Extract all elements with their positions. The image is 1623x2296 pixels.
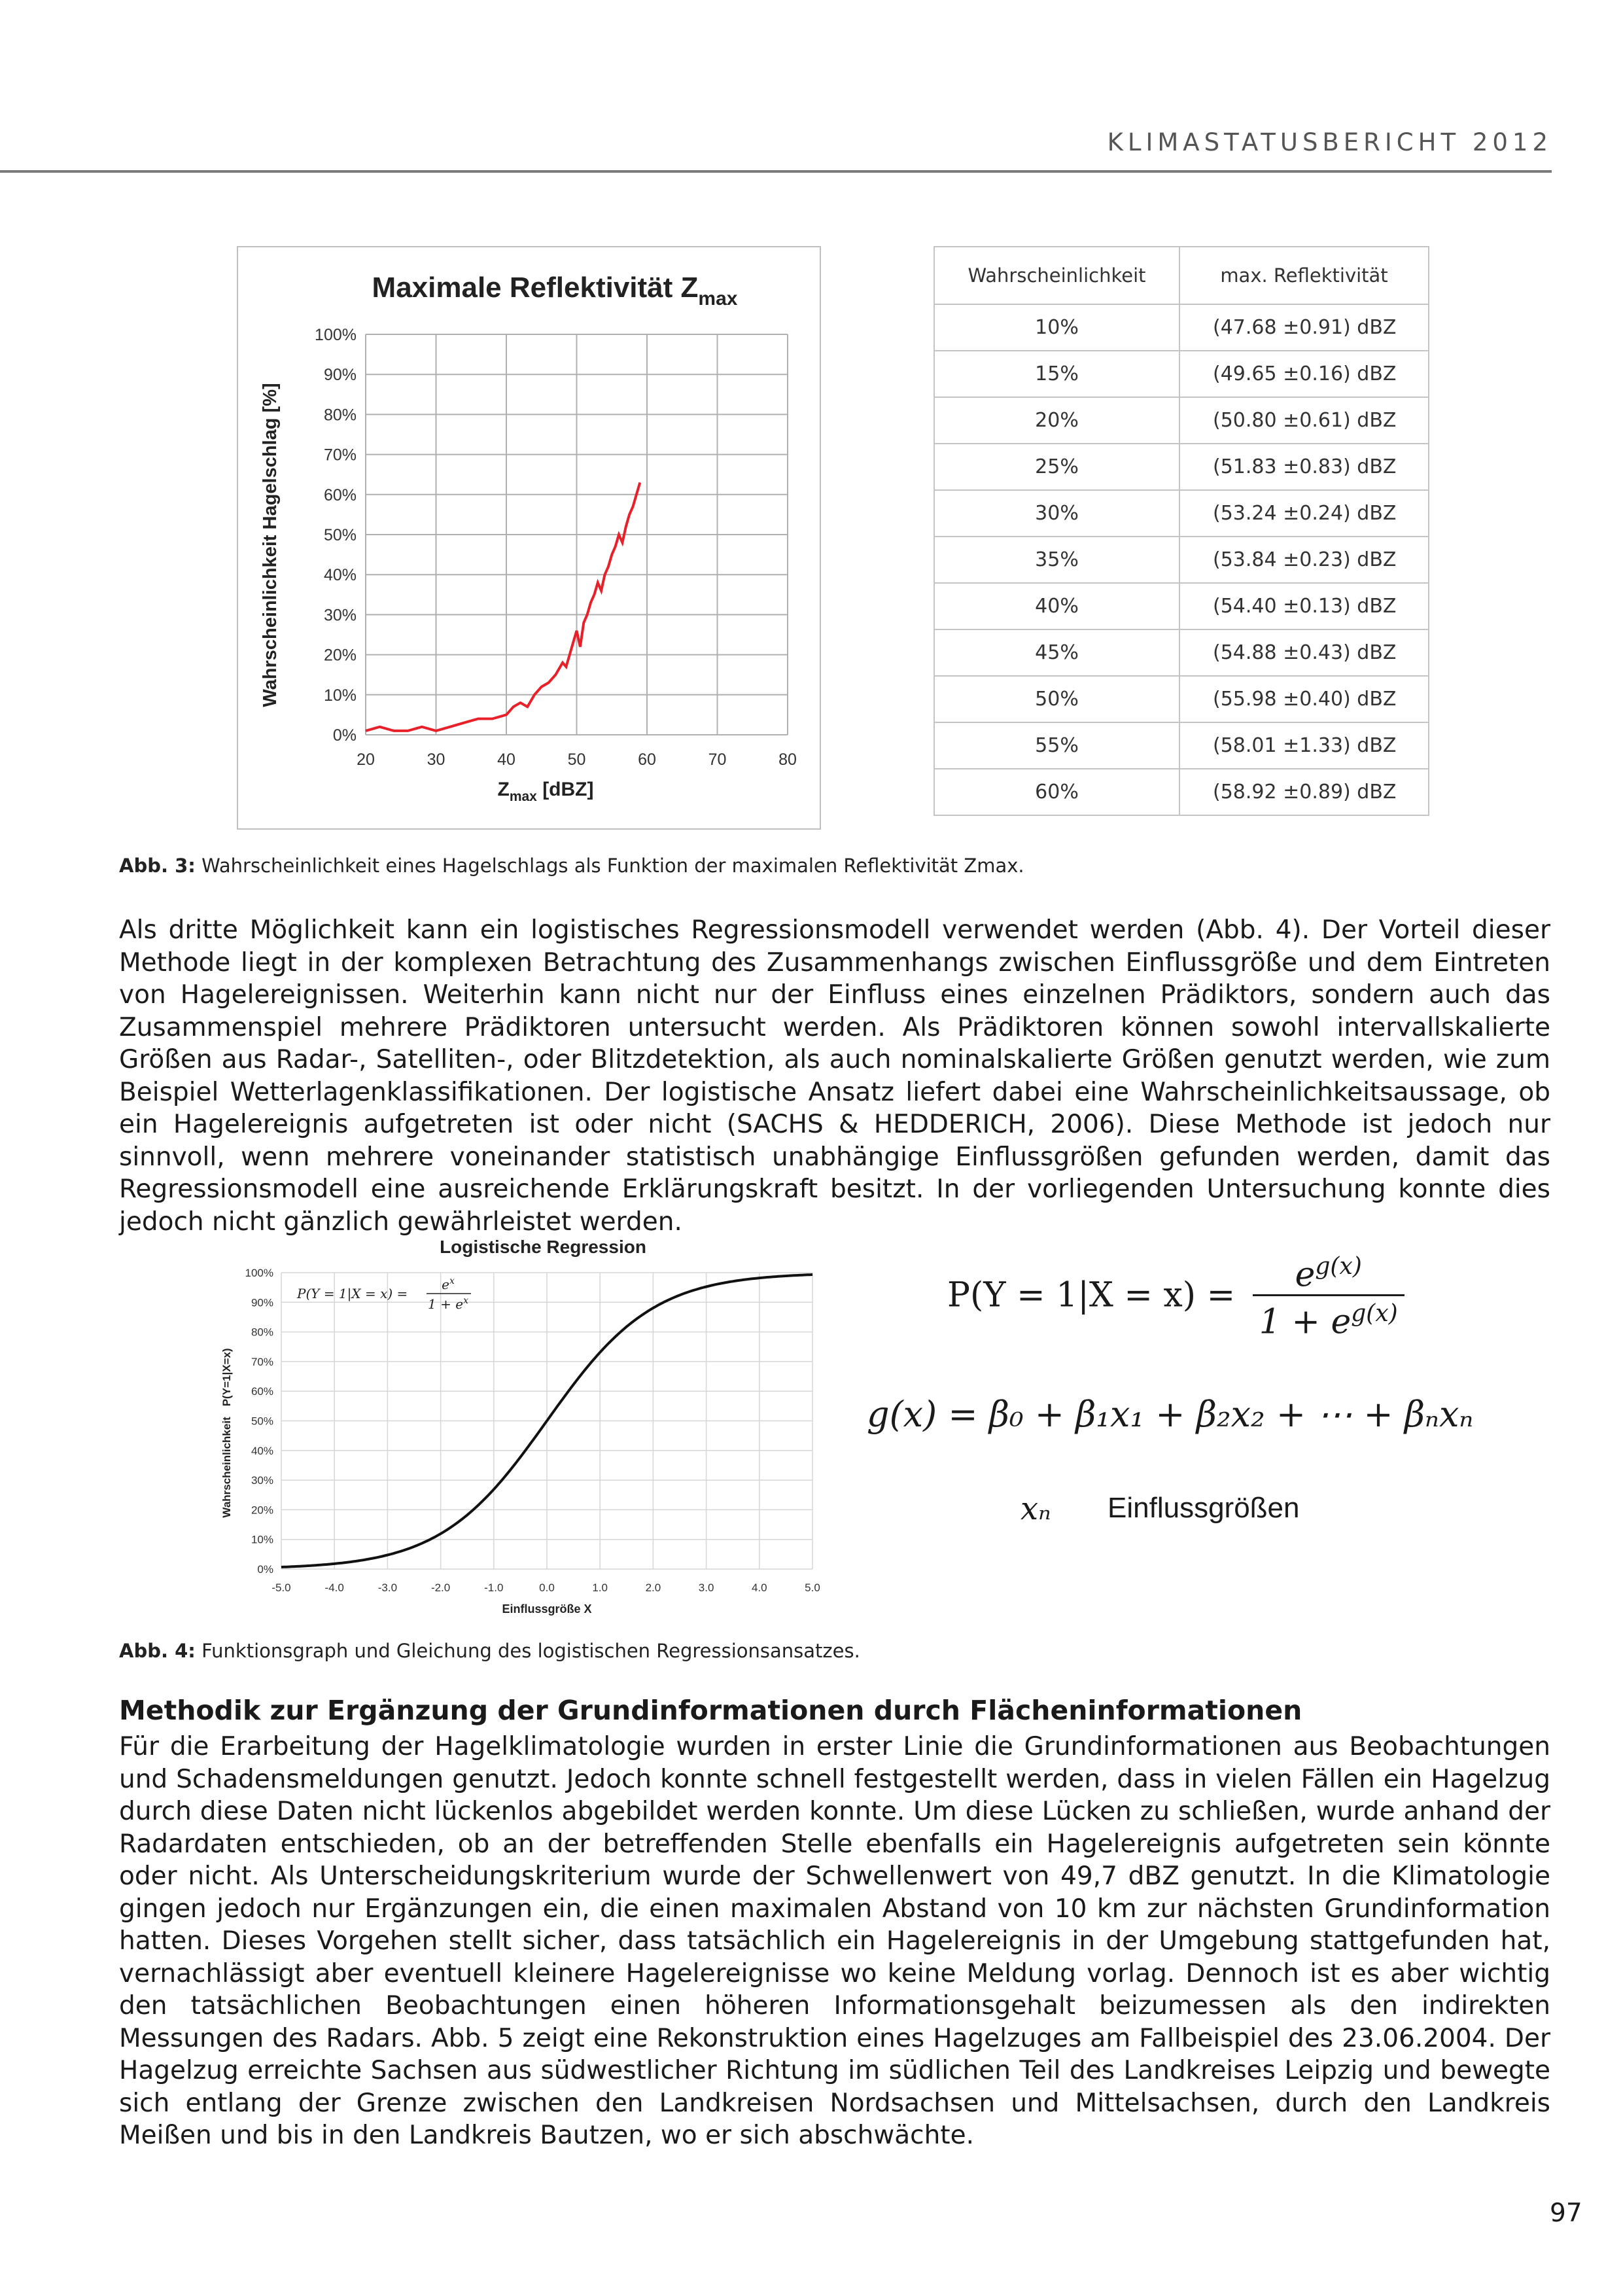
figure3-chart (238, 247, 820, 828)
y-tick-label: 30% (251, 1474, 273, 1487)
x-tick-label: -3.0 (377, 1581, 398, 1594)
table-header-cell: max. Reflektivität (1179, 247, 1429, 304)
svg-text:1 + ex: $1 + e^x$ (428, 1296, 468, 1312)
y-tick-label: 70% (251, 1355, 273, 1368)
table-cell: 10% (934, 304, 1179, 351)
y-axis-label: Wahrscheinlichkeit Hagelschlag [%] (260, 383, 281, 707)
x-tick-label: 5.0 (805, 1581, 820, 1594)
reflectivity-table (934, 246, 1429, 816)
svg-text:P(Y = 1|X = x) =: P(Y = 1|X = x) = (297, 1286, 408, 1301)
x-tick-label: 2.0 (645, 1581, 661, 1594)
x-tick-label: 4.0 (751, 1581, 767, 1594)
table-cell: (54.88 ±0.43) dBZ (1179, 629, 1429, 676)
y-tick-label: 100% (315, 326, 357, 344)
x-tick-label: 20 (357, 751, 375, 769)
table-row (934, 351, 1429, 397)
table-cell: (54.40 ±0.13) dBZ (1179, 583, 1429, 629)
y-tick-label: 60% (251, 1385, 273, 1398)
svg-text:ex: $e^x$ (442, 1276, 455, 1292)
table-header-row (934, 247, 1429, 304)
y-tick-label: 0% (257, 1563, 273, 1576)
x-tick-label: -5.0 (271, 1581, 291, 1594)
y-tick-label: 50% (251, 1415, 273, 1428)
table-cell: 60% (934, 769, 1179, 815)
y-tick-label: 40% (323, 566, 357, 585)
table-cell: (58.92 ±0.89) dBZ (1179, 769, 1429, 815)
table-row (934, 722, 1429, 769)
x-tick-label: -1.0 (484, 1581, 504, 1594)
section-heading: Methodik zur Ergänzung der Grundinformationen durch Flächeninformationen (119, 1695, 1302, 1726)
y-tick-label: 10% (323, 686, 357, 705)
y-tick-label: 30% (323, 606, 357, 625)
formula-fraction: $\frac{e^{g(x)}}{1 + e^{g(x)}}$ (1253, 1253, 1405, 1342)
inline-formula (296, 1276, 471, 1312)
table-cell: 40% (934, 583, 1179, 629)
table-cell: (47.68 ±0.91) dBZ (1179, 304, 1429, 351)
table-cell: 35% (934, 537, 1179, 583)
table-cell: 15% (934, 351, 1179, 397)
paragraph-logistic-regression: Als dritte Möglichkeit kann ein logistisches Regressionsmodell verwendet werden (Abb. 4). Der Vorteil dieser Methode liegt in der komplexen Betrachtung des Zusammenhangs zwischen Einflussgröße und dem Eintreten von Hagelereignissen. Weiterhin kann nicht nur der Einfluss eines einzelnen Prädiktors, sondern auch das Zusammenspiel mehrere Prädiktoren untersucht werden. Als Prädiktoren können sowohl intervallskalierte Größen aus Radar-, Satelliten-, oder Blitzdetektion, als auch nominalskalierte Größen genutzt werden, wie zum Beispiel Wetterlagenklassifikationen. Der logistische Ansatz liefert dabei eine Wahrscheinlichkeitsaussage, ob ein Hagelereignis aufgetreten ist oder nicht (SACHS & HEDDERICH, 2006). Diese Methode ist jedoch nur sinnvoll, wenn mehrere voneinander statistisch unabhängige Einflussgrößen gefunden werden, damit das Regressionsmodell eine ausreichende Erklärungskraft besitzt. In der vorliegenden Untersuchung konnte dies jedoch nicht gänzlich gewährleistet werden. (119, 915, 1550, 1237)
y-axis-label: WahrscheinlichkeitP(Y=1|X=x) (220, 1348, 233, 1518)
logistic-formula (947, 1253, 1405, 1342)
x-tick-label: 3.0 (698, 1581, 714, 1594)
table-row (934, 769, 1429, 815)
table-row (934, 304, 1429, 351)
table-cell: (49.65 ±0.16) dBZ (1179, 351, 1429, 397)
y-tick-label: 80% (251, 1326, 273, 1339)
x-axis-label: Einflussgröße X (502, 1602, 592, 1616)
table-row (934, 444, 1429, 490)
y-tick-label: 20% (251, 1504, 273, 1517)
x-tick-label: -2.0 (430, 1581, 451, 1594)
x-tick-label: 1.0 (592, 1581, 608, 1594)
formula-variable: xₙ (1021, 1491, 1051, 1527)
linear-predictor-formula: g(x) = β₀ + β₁x₁ + β₂x₂ + ⋯ + βₙxₙ (867, 1394, 1474, 1435)
table-row (934, 676, 1429, 722)
figure4-caption: Abb. 4: Funktionsgraph und Gleichung des logistischen Regressionsansatzes. (119, 1640, 860, 1662)
figure3-chart-frame (237, 246, 821, 830)
chart-title: Maximale Reflektivität $Z_{max}$ (372, 272, 738, 309)
table-row (934, 490, 1429, 537)
x-tick-label: 80 (778, 751, 797, 769)
y-tick-label: 70% (323, 446, 357, 465)
y-tick-label: 90% (251, 1296, 273, 1309)
table-cell: 20% (934, 397, 1179, 444)
formula-lhs: P(Y = 1|X = x) = (947, 1275, 1236, 1315)
y-tick-label: 10% (251, 1533, 273, 1546)
y-tick-label: 90% (323, 366, 357, 385)
y-tick-label: 50% (323, 526, 357, 544)
table-row (934, 537, 1429, 583)
y-tick-label: 0% (332, 726, 357, 745)
table-row (934, 397, 1429, 444)
x-axis-label: $Z_{max}$ [dBZ] (497, 779, 594, 804)
series-line (366, 482, 640, 731)
table-cell: (50.80 ±0.61) dBZ (1179, 397, 1429, 444)
chart-title: Logistische Regression (440, 1237, 646, 1257)
y-tick-label: 80% (323, 406, 357, 425)
x-tick-label: 60 (638, 751, 656, 769)
formula-variable-label: Einflussgrößen (1108, 1492, 1300, 1524)
table-cell: (55.98 ±0.40) dBZ (1179, 676, 1429, 722)
x-tick-label: 70 (708, 751, 727, 769)
table-cell: (51.83 ±0.83) dBZ (1179, 444, 1429, 490)
table-row (934, 583, 1429, 629)
paragraph-methodology: Für die Erarbeitung der Hagelklimatologie wurden in erster Linie die Grundinformationen aus Beobachtungen und Schadensmeldungen genutzt. Jedoch konnte schnell festgestellt werden, dass in vielen Fällen ein Hagelzug durch diese Daten nicht lückenlos abgebildet werden konnte. Um diese Lücken zu schließen, wurde anhand der Radardaten entschieden, ob an der betreffenden Stelle ebenfalls ein Hagelereignis aufgetreten sein könnte oder nicht. Als Unterscheidungskriterium wurde der Schwellenwert von 49,7 dBZ genutzt. In die Klimatologie gingen jedoch nur Ergänzungen ein, die einen maximalen Abstand von 10 km zur nächsten Grundinformation hatten. Dieses Vorgehen stellt sicher, dass tatsächlich ein Hagelereignis in der Umgebung stattgefunden hat, vernachlässigt aber eventuell kleinere Hagelereignisse wo keine Meldung vorlag. Dennoch ist es aber wichtig den tatsächlichen Beobachtungen einen höheren Informationsgehalt beizumessen als den indirekten Messungen des Radars. Abb. 5 zeigt eine Rekonstruktion eines Hagelzuges am Fallbeispiel des 23.06.2004. Der Hagelzug erreichte Sachsen aus südwestlicher Richtung im südlichen Teil des Landkreises Leipzig und bewegte sich entlang der Grenze zwischen den Landkreisen Nordsachsen und Mittelsachsen, durch den Landkreis Meißen und bis in den Landkreis Bautzen, wo er sich abschwächte. (119, 1732, 1550, 2150)
table-header-cell: Wahrscheinlichkeit (934, 247, 1179, 304)
table-cell: (53.84 ±0.23) dBZ (1179, 537, 1429, 583)
table-cell: 25% (934, 444, 1179, 490)
table-cell: (53.24 ±0.24) dBZ (1179, 490, 1429, 537)
figure4-chart (216, 1230, 831, 1623)
running-header: KLIMASTATUSBERICHT 2012 (1107, 128, 1552, 156)
y-tick-label: 60% (323, 486, 357, 504)
x-tick-label: 0.0 (539, 1581, 555, 1594)
table-cell: (58.01 ±1.33) dBZ (1179, 722, 1429, 769)
table-cell: 30% (934, 490, 1179, 537)
x-tick-label: 30 (427, 751, 445, 769)
table-cell: 45% (934, 629, 1179, 676)
table-cell: 50% (934, 676, 1179, 722)
figure3-caption: Abb. 3: Wahrscheinlichkeit eines Hagelschlags als Funktion der maximalen Reflektivität Zmax. (119, 855, 1024, 877)
y-tick-label: 100% (245, 1267, 273, 1279)
table-cell: 55% (934, 722, 1179, 769)
y-tick-label: 20% (323, 646, 357, 665)
x-tick-label: 50 (567, 751, 586, 769)
x-tick-label: -4.0 (324, 1581, 344, 1594)
x-tick-label: 40 (497, 751, 515, 769)
table-row (934, 629, 1429, 676)
y-tick-label: 40% (251, 1444, 273, 1457)
header-divider (0, 170, 1552, 173)
page-number: 97 (1550, 2199, 1582, 2228)
